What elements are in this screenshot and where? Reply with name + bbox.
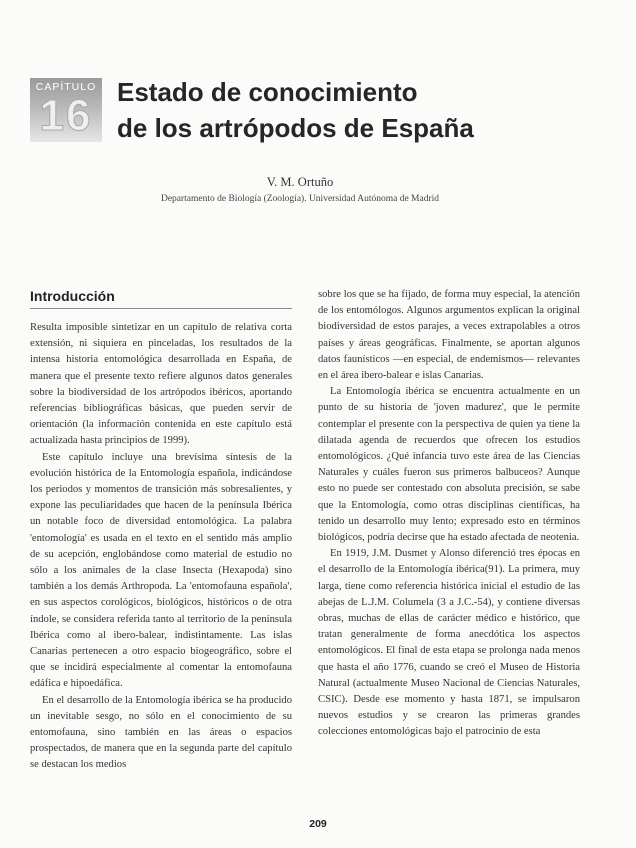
paragraph: En el desarrollo de la Entomología ibérica se ha producido un inevitable sesgo, no sólo en el conocimiento de su entomofauna, sino también en las áreas o espacios prospectados, de manera que en la segunda parte del capítulo se destacan los medios xyxy=(30,694,292,771)
paragraph: Este capítulo incluye una brevísima síntesis de la evolución histórica de la Entomología española, indicándose los periodos y momentos de transición más sobresalientes, y expone las peculiaridades que hacen de la península Ibérica un notable foco de diversidad entomológica. La palabra 'entomología' es usada en el texto en el sentido más amplio de su acepción, englobándose como material de estudio no sólo a los animales de la clase Insecta (Hexapoda) sino también a los demás Arthropoda. La 'entomofauna española', en sus aspectos corológicos, biológicos, históricos o de otra índole, se considera referida tanto al territorio de la península Ibérica como al ibero-balear, indistintamente. Las islas Canarias pertenecen a otro espacio biogeográfico, sobre el que se incidirá especialmente al comentar la entomofauna edáfica e hipoedáfica. xyxy=(30,451,292,690)
section-divider xyxy=(30,308,292,309)
left-column xyxy=(30,320,292,774)
chapter-label: CAPÍTULO xyxy=(35,81,97,93)
chapter-title-line-1: Estado de conocimiento xyxy=(117,77,418,107)
author-affiliation: Departamento de Biología (Zoología). Universidad Autónoma de Madrid xyxy=(160,194,440,204)
right-column xyxy=(318,287,580,741)
paragraph: Resulta imposible sintetizar en un capítulo de relativa corta extensión, ni siquiera en pinceladas, los resultados de la intensa historia entomológica desarrollada en España, de manera que el presente texto refiere algunos datos generales sobre la biodiversidad de los artrópodos ibéricos, aportando referencias bibliográficas básicas, que pueden servir de orientación (la información contenida en este capítulo está actualizada hasta principios de 1999). xyxy=(30,322,292,447)
paragraph: En 1919, J.M. Dusmet y Alonso diferenció tres épocas en el desarrollo de la Entomología ibérica(91). La primera, muy larga, tiene como referencia histórica inicial el estudio de las abejas de L.J.M. Columela (3 a J.C.-54), y contiene diversas obras, muchas de ellas de carácter médico e histórico, que tratan generalmente de forma anecdótica los aspectos entomológicos. El final de esta etapa se prolonga nada menos que hasta el año 1776, cuando se creó el Museo de Historia Natural (actualmente Museo Nacional de Ciencias Naturales, CSIC). Desde ese momento y hasta 1871, se impulsaron nuevos estudios y se crearon las primeras grandes colecciones entomológicas bajo el patrocinio de esta xyxy=(318,548,580,738)
paragraph: La Entomología ibérica se encuentra actualmente en un punto de su historia de 'joven madurez', que le permite contemplar el presente con la perspectiva de quien ya tiene la dilatada agenda de recuerdos que ofrecen los estudios entomológicos. ¿Qué infancia tuvo este área de las Ciencias Naturales y cuáles fueron sus primeros balbuceos? Aunque esto no puede ser contestado con absoluta precisión, se sabe que la Entomología, como otras disciplinas científicas, ha tenido un desarrollo muy lento; expresado esto en términos biológicos, podría decirse que ha estado afectada de neotenia. xyxy=(318,386,580,544)
author-name: V. M. Ortuño xyxy=(266,175,334,189)
paragraph: sobre los que se ha fijado, de forma muy especial, la atención de los entomólogos. Algunos argumentos explican la original biodiversidad de estos parajes, a veces extrapolables a otros países y áreas geográficas. Finalmente, se aportan algunos datos faunísticos —en especial, de endemismos— relevantes en el área ibero-balear e islas Canarias. xyxy=(318,289,580,382)
chapter-number: 16 xyxy=(39,91,93,140)
chapter-title-line-2: de los artrópodos de España xyxy=(117,113,474,143)
chapter-badge xyxy=(30,78,102,142)
chapter-title xyxy=(117,74,577,146)
page-number: 209 xyxy=(309,818,327,830)
section-heading: Introducción xyxy=(30,288,115,304)
